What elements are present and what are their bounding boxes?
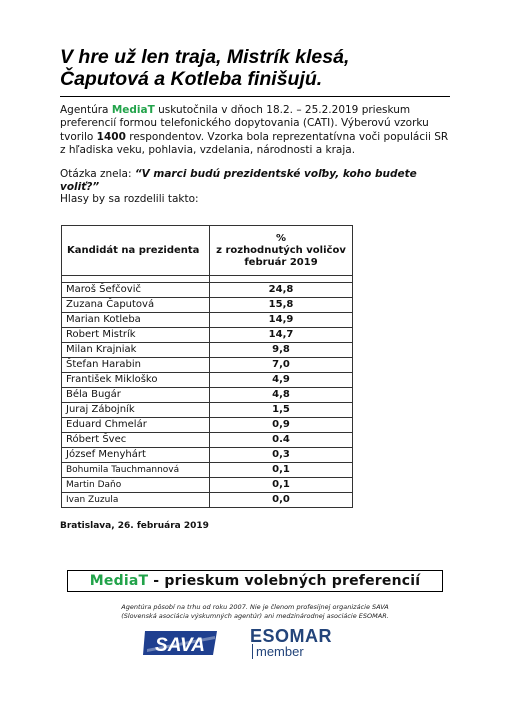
candidate-name: Ivan Zuzula xyxy=(62,493,210,508)
candidate-percent: 0,3 xyxy=(210,448,353,463)
candidate-name: Bohumila Tauchmannová xyxy=(62,463,210,478)
candidate-name: Martin Daňo xyxy=(62,478,210,493)
esomar-logo: ESOMAR xyxy=(250,626,333,646)
intro-text-1: uskutočnila v dňoch 18.2. – 25.2.2019 prieskum preferencií formou telefonického dopytovania (CATI). Výberovú vzorku tvorilo xyxy=(60,104,429,143)
banner xyxy=(67,570,443,592)
candidate-name: József Menyhárt xyxy=(62,448,210,463)
candidate-name: Béla Bugár xyxy=(62,388,210,403)
header-percent xyxy=(210,226,353,276)
table-row xyxy=(62,478,353,493)
candidate-percent: 0,1 xyxy=(210,478,353,493)
candidate-name: Štefan Harabin xyxy=(62,358,210,373)
table-row xyxy=(62,328,353,343)
table-header-row xyxy=(62,226,353,276)
header-percent-l1: % xyxy=(275,232,287,244)
results-table xyxy=(61,225,353,508)
intro-text-2: respondentov. Vzorka bola reprezentatívna voči populácii SR z hľadiska veku, pohlavia, vzdelania, národnosti a kraja. xyxy=(60,130,449,156)
candidate-percent: 0.4 xyxy=(210,433,353,448)
question-note: Hlasy by sa rozdelili takto: xyxy=(60,193,199,205)
intro-sample-size: 1400 xyxy=(96,130,126,143)
title-divider xyxy=(60,96,450,97)
candidate-percent: 14,7 xyxy=(210,328,353,343)
title-line-2: Čaputová a Kotleba finišujú. xyxy=(60,68,323,90)
page-title xyxy=(60,46,460,90)
table-row xyxy=(62,418,353,433)
candidate-name: Milan Krajniak xyxy=(62,343,210,358)
candidate-percent: 0,0 xyxy=(210,493,353,508)
candidate-percent: 4,8 xyxy=(210,388,353,403)
table-row xyxy=(62,358,353,373)
table-row xyxy=(62,433,353,448)
candidate-percent: 15,8 xyxy=(210,298,353,313)
place-date: Bratislava, 26. februára 2019 xyxy=(60,521,209,531)
candidate-name: Róbert Švec xyxy=(62,433,210,448)
footnote xyxy=(90,603,420,621)
header-percent-l3: február 2019 xyxy=(244,256,318,268)
candidate-name: Robert Mistrík xyxy=(62,328,210,343)
candidate-name: Juraj Zábojník xyxy=(62,403,210,418)
footnote-line-2: (Slovenská asociácia výskumných agentúr) ani medzinárodnej asociácie ESOMAR. xyxy=(121,612,389,620)
spacer-cell xyxy=(210,276,353,283)
header-percent-l2: z rozhodnutých voličov xyxy=(216,244,346,256)
candidate-name: Maroš Šefčovič xyxy=(62,283,210,298)
candidate-percent: 9,8 xyxy=(210,343,353,358)
header-candidate: Kandidát na prezidenta xyxy=(62,226,210,276)
table-row xyxy=(62,463,353,478)
table-row xyxy=(62,493,353,508)
banner-brand: MediaT xyxy=(89,573,149,589)
sava-logo-text: SAVA xyxy=(155,635,205,656)
candidate-name: Zuzana Čaputová xyxy=(62,298,210,313)
intro-prefix: Agentúra xyxy=(60,104,112,116)
spacer-cell xyxy=(62,276,210,283)
candidate-percent: 1,5 xyxy=(210,403,353,418)
candidate-name: Eduard Chmelár xyxy=(62,418,210,433)
footnote-line-1: Agentúra pôsobí na trhu od roku 2007. Nie je členom profesijnej organizácie SAVA xyxy=(121,603,389,611)
candidate-percent: 0,1 xyxy=(210,463,353,478)
table-spacer-row xyxy=(62,276,353,283)
candidate-percent: 24,8 xyxy=(210,283,353,298)
table-row xyxy=(62,448,353,463)
table-row xyxy=(62,298,353,313)
table-row xyxy=(62,388,353,403)
candidate-percent: 14,9 xyxy=(210,313,353,328)
table-row xyxy=(62,313,353,328)
table-row xyxy=(62,403,353,418)
candidate-percent: 4,9 xyxy=(210,373,353,388)
table-row xyxy=(62,373,353,388)
sava-logo xyxy=(143,627,219,659)
table-row xyxy=(62,283,353,298)
candidate-percent: 0,9 xyxy=(210,418,353,433)
banner-text: - prieskum volebných preferencií xyxy=(148,573,421,589)
question-block xyxy=(60,168,455,206)
candidate-name: František Miklоško xyxy=(62,373,210,388)
intro-paragraph xyxy=(60,104,455,157)
title-line-1: V hre už len traja, Mistrík klesá, xyxy=(60,46,350,68)
question-label: Otázka znela: xyxy=(60,168,135,180)
candidate-name: Marian Kotleba xyxy=(62,313,210,328)
candidate-percent: 7,0 xyxy=(210,358,353,373)
intro-brand: MediaT xyxy=(111,104,155,116)
table-row xyxy=(62,343,353,358)
question-text: “V marci budú prezidentské voľby, koho budete voliť?” xyxy=(60,168,417,193)
esomar-member: member xyxy=(252,644,304,659)
